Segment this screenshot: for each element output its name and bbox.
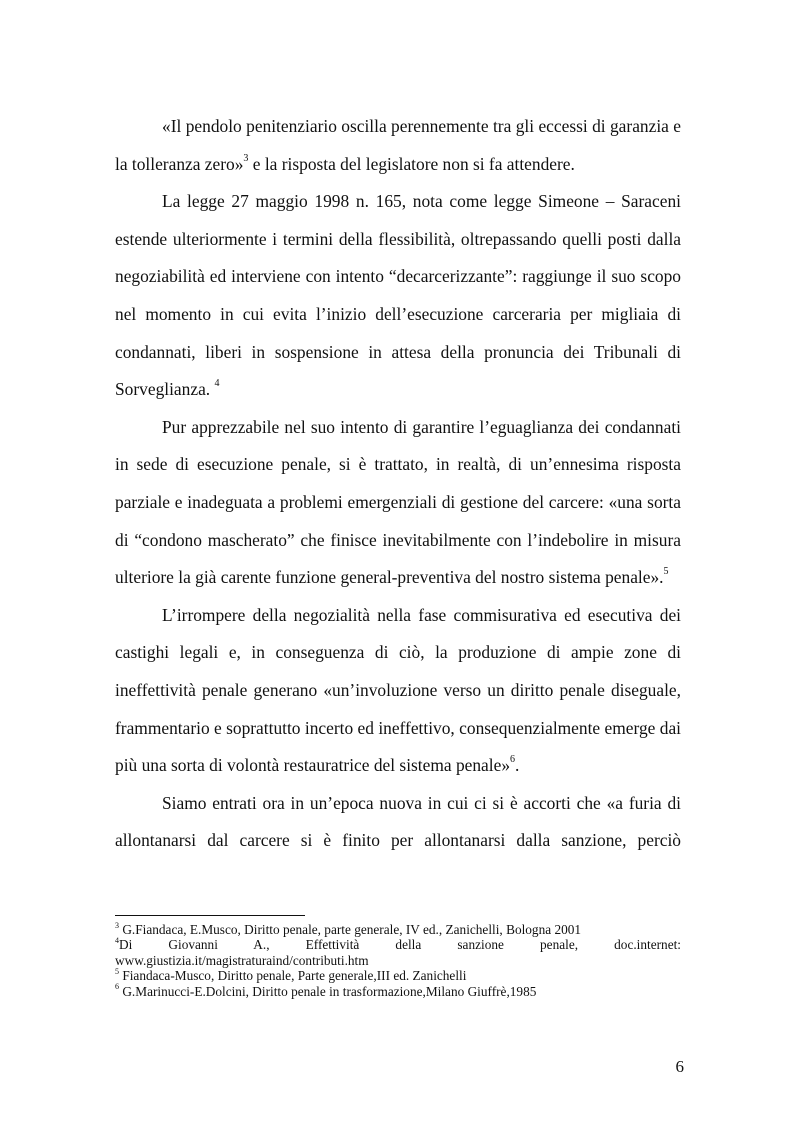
paragraph: Pur apprezzabile nel suo intento di garantire l’eguaglianza dei condannati in sede di esecuzione penale, si è trattato, in realtà, di un’ennesima risposta parziale e inadeguata a problemi emergenziali di gestione del carcere: «una sorta di “condono mascherato” che finisce inevitabilmente con l’indebolire in misura ulteriore la già carente funzione general-preventiva del nostro sistema penale».$^5$: [115, 416, 681, 588]
paragraph: «Il pendolo penitenziario oscilla perennemente tra gli eccessi di garanzia e la tolleranza zero»$^3$ e la risposta del legislatore non si fa attendere.: [115, 116, 681, 174]
footnote-ref[interactable]: 4: [214, 378, 220, 390]
body-text: [115, 108, 681, 860]
footnote-ref[interactable]: 3: [243, 152, 249, 164]
footnote-ref[interactable]: 6: [510, 754, 516, 766]
footnote: $^5$ Fiandaca-Musco, Diritto penale, Parte generale,III ed. Zanichelli: [115, 966, 467, 984]
footnote: $^6$ G.Marinucci-E.Dolcini, Diritto penale in trasformazione,Milano Giuffrè,1985: [115, 982, 537, 999]
paragraph: L’irrompere della negozialità nella fase commisurativa ed esecutiva dei castighi legali e, in conseguenza di ciò, la produzione di ampie zone di ineffettività penale generano «un’involuzione verso un diritto penale diseguale, frammentario e soprattutto incerto ed ineffettivo, consequenzialmente emerge dai più una sorta di volontà restauratrice del sistema penale»$^6$.: [115, 604, 681, 776]
footnote: $^3$ G.Fiandaca, E.Musco, Diritto penale, parte generale, IV ed., Zanichelli, Bologna 2001: [115, 920, 582, 937]
paragraph: Siamo entrati ora in un’epoca nuova in cui ci si è accorti che «a furia di allontanarsi dal carcere si è finito per allontanarsi dalla sanzione, perciò: [115, 792, 681, 851]
footnote-ref[interactable]: 5: [663, 566, 669, 578]
paragraph: La legge 27 maggio 1998 n. 165, nota come legge Simeone – Saraceni estende ulteriormente i termini della flessibilità, oltrepassando quelli posti dalla negoziabilità ed interviene con intento “decarcerizzante”: raggiunge il suo scopo nel momento in cui evita l’inizio dell’esecuzione carceraria per migliaia di condannati, liberi in sospensione in attesa della pronuncia dei Tribunali di Sorveglianza. $^4$: [115, 191, 681, 400]
page-number: 6: [675, 1057, 684, 1076]
footnotes: [115, 922, 681, 999]
footnote: $^4$Di Giovanni A., Effettività della sanzione penale, doc.internet: www.giustizia.it/magistraturaind/contributi.htm: [115, 935, 681, 968]
footnote-separator: [115, 915, 305, 916]
